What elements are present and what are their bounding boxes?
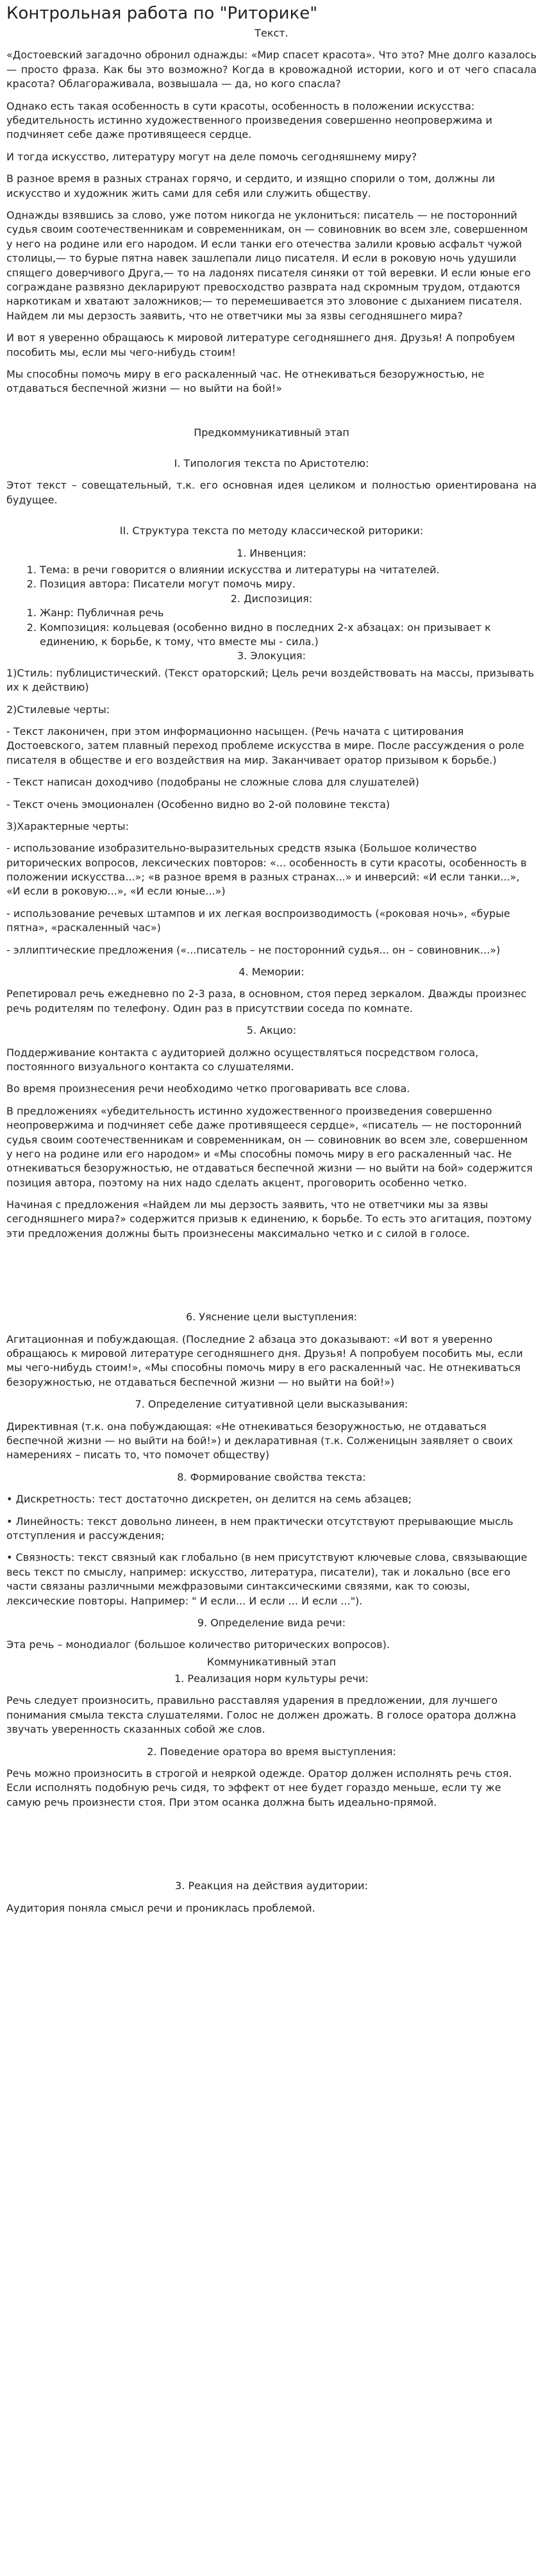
text-paragraph: Однако есть такая особенность в сути красоты, особенность в положении искусства: убедительность истинно художественного произведения совершенно неопровержима и подчиняет себе даже противящееся сердце. [6, 99, 492, 141]
subheading-disposition: 2. Диспозиция: [230, 592, 313, 605]
action-paragraph: В предложениях «убедительность истинно художественного произведения совершенно неопровержима и подчиняет себе даже противящееся сердце», «писатель — не посторонний судья своим соотечественникам и современникам, он — совиновник во всем зле, совершенном у него на родине или его народом» и «Мы способны помочь миру в его раскаленный час. Не отнекиваться безоружностью, не отдаваться беспечной жизни — но выйти на бой» содержится позиция автора, поэтому на них надо сделать акцент, проговорить особенно четко. [6, 1104, 533, 1189]
reaction-text: Аудитория поняла смысл речи и прониклась проблемой. [6, 1901, 315, 1914]
action-paragraph: Во время произнесения речи необходимо четко проговаривать все слова. [6, 1082, 410, 1095]
text-paragraph: «Достоевский загадочно обронил однажды: «Мир спасет красота». Что это? Мне долго казалось — просто фраза. Как бы это возможно? Когда в кровожадной истории, кого и от чего спасала красота? Облагораживала, возвышала — да, но кого спасла? [6, 49, 537, 90]
elocution-paragraph: 1)Стиль: публицистический. (Текст ораторский; Цель речи воздействовать на массы, призывать их к действию) [6, 666, 535, 694]
elocution-paragraph: - использование речевых штампов и их легкая воспроизводимость («роковая ночь», «бурые пятна», «раскаленный час») [6, 907, 510, 934]
subheading-memory: 4. Мемории: [238, 966, 305, 979]
stage-heading-precommunicative: Предкоммуникативный этап [194, 426, 349, 439]
subheading-behavior: 2. Поведение оратора во время выступления: [147, 1745, 396, 1758]
speech-type-text: Эта речь – монодиалог (большое количество риторических вопросов). [6, 1638, 390, 1651]
elocution-paragraph: - эллиптические предложения («...писатель – не посторонний судья... он – совиновник...») [6, 943, 501, 956]
goal-text: Агитационная и побуждающая. (Последние 2 абзаца это доказывают: «И вот я уверенно обращаюсь к мировой литературе сегодняшнего дня. Друзья! А попробуем пособить мы, если мы чего-нибудь стоим!», «Мы способны помочь миру в его раскаленный час. Не отнекиваться безоружностью, не отдаваться беспечной жизни — но выйти на бой!») [6, 1333, 523, 1388]
subheading-invention: 1. Инвенция: [237, 546, 306, 559]
subheading-properties: 8. Формирование свойства текста: [177, 1470, 366, 1483]
stage-heading-communicative: Коммуникативный этап [206, 1655, 337, 1668]
subheading-elocution: 3. Элокуция: [237, 650, 306, 662]
memory-text: Репетировал речь ежедневно по 2-3 раза, в основном, стоя перед зеркалом. Дважды произнес речь родителям по телефону. Один раз в присутствии соседа по комнате. [6, 988, 527, 1014]
elocution-paragraph: - Текст лаконичен, при этом информационно насыщен. (Речь начата с цитирования Достоевского, затем плавный переход проблеме искусства в мире. После рассуждения о роле писателя в обществе и его воздействия на мир. Заканчивает оратор призывом к борьбе.) [6, 725, 524, 766]
culture-text: Речь следует произносить, правильно расставляя ударения в предложении, для лучшего понимания смыла текста слушателями. Голос не должен дрожать. В голосе оратора должна звучать уверенность сказанных собой же слов. [6, 1694, 517, 1736]
elocution-paragraph: - использование изобразительно-выразительных средств языка (Большое количество риторических вопросов, лексических повторов: «... особенность в сути красоты, особенность в положении искусства...»; «в разное время в разных странах...» и инверсий: «И если танки...», «И если в роковую...», «И если юные...») [6, 842, 527, 898]
disposition-list [6, 606, 537, 649]
section-heading-structure: II. Структура текста по методу классической риторики: [119, 525, 424, 537]
elocution-paragraph: 3)Характерные черты: [6, 820, 129, 832]
text-paragraph: Однажды взявшись за слово, уже потом никогда не уклониться: писатель — не посторонний судья своим соотечественникам и современникам, он — совиновник во всем зле, совершенном у него на родине или его народом. И если танки его отечества залили кровью асфальт чужой столицы,— то бурые пятна навек зашлепали лицо писателя. И если в роковую ночь удушили спящего доверчивого Друга,— то на ладонях писателя синяки от той веревки. И если юные его сограждане развязно декларируют превосходство разврата над скромным трудом, отдаются наркотикам и хватают заложников;— то перемешивается это зловоние с дыханием писателя. Найдем ли мы дерзость заявить, что не ответчики мы за язвы сегодняшнего мира? [6, 209, 531, 322]
text-paragraph: В разное время в разных странах горячо, и сердито, и изящно спорили о том, должны ли искусство и художник жить сами для себя или служить обществу. [6, 173, 496, 199]
list-item: 1. Жанр: Публичная речь [40, 606, 537, 620]
behavior-text: Речь можно произносить в строгой и неяркой одежде. Оратор должен исполнять речь стоя. Если исполнять подобную речь сидя, то эффект от нее будет гораздо меньше, если ту же самую речь произнести стоя. При этом осанка должна быть идеально-прямой. [6, 1767, 512, 1808]
properties-paragraph: • Связность: текст связный как глобально (в нем присутствуют ключевые слова, связывающие весь текст по смыслу, например: искусство, литература, писатели), так и локально (все его части связаны различными межфразовыми синтаксическими связями, как то союзы, лексические повторы. Например: " И если... И если ... И если ..."). [6, 1551, 528, 1607]
subheading-speech-type: 9. Определение вида речи: [197, 1616, 346, 1629]
elocution-paragraph: 2)Стилевые черты: [6, 703, 110, 716]
subheading-culture: 1. Реализация норм культуры речи: [174, 1672, 369, 1685]
subheading-action: 5. Акцио: [246, 1024, 297, 1037]
situational-text: Директивная (т.к. она побуждающая: «Не отнекиваться безоружностью, не отдаваться беспечной жизни — но выйти на бой!») и декларативная (т.к. Солженицын заявляет о своих намерениях – писать то, что помочет обществу) [6, 1420, 514, 1461]
section-heading-typology: I. Типология текста по Аристотелю: [174, 457, 369, 470]
typology-text: Этот текст – совещательный, т.к. его основная идея целиком и полностью ориентирована на будущее. [6, 479, 537, 506]
invention-list [6, 563, 537, 592]
list-item: 2. Композиция: кольцевая (особенно видно в последних 2-х абзацах: он призывает к единению, к борьбе, к тому, что вместе мы - сила.) [40, 621, 537, 650]
subheading-situational-goal: 7. Определение ситуативной цели высказывания: [135, 1398, 408, 1411]
text-paragraph: И тогда искусство, литературу могут на деле помочь сегодняшнему миру? [6, 150, 417, 163]
elocution-paragraph: - Текст написан доходчиво (подобраны не сложные слова для слушателей) [6, 776, 419, 789]
text-heading: Текст. [255, 27, 288, 40]
list-item: 1. Тема: в речи говорится о влиянии искусства и литературы на читателей. [40, 563, 537, 577]
text-paragraph: И вот я уверенно обращаюсь к мировой литературе сегодняшнего дня. Друзья! А попробуем пособить мы, если мы чего-нибудь стоим! [6, 332, 515, 358]
page-title: Контрольная работа по "Риторике" [6, 4, 318, 23]
subheading-goal: 6. Уяснение цели выступления: [185, 1311, 358, 1324]
properties-paragraph: • Линейность: текст довольно линеен, в нем практически отсутствуют прерывающие мысль отступления и рассуждения; [6, 1515, 514, 1542]
text-paragraph: Мы способны помочь миру в его раскаленный час. Не отнекиваться безоружностью, не отдаваться беспечной жизни — но выйти на бой!» [6, 367, 485, 395]
action-paragraph: Начиная с предложения «Найдем ли мы дерзость заявить, что не ответчики мы за язвы сегодняшнего мира?» содержится призыв к единению, к борьбе. То есть это агитация, поэтому эти предложения должны быть произнесены максимально четко и с силой в голосе. [6, 1199, 532, 1240]
elocution-paragraph: - Текст очень эмоционален (Особенно видно во 2-ой половине текста) [6, 798, 390, 811]
subheading-reaction: 3. Реакция на действия аудитории: [175, 1880, 368, 1892]
action-paragraph: Поддерживание контакта с аудиторией должно осуществляться посредством голоса, постоянного визуального контакта со слушателями. [6, 1046, 479, 1073]
properties-paragraph: • Дискретность: тест достаточно дискретен, он делится на семь абзацев; [6, 1493, 412, 1506]
list-item: 2. Позиция автора: Писатели могут помочь миру. [40, 577, 537, 591]
